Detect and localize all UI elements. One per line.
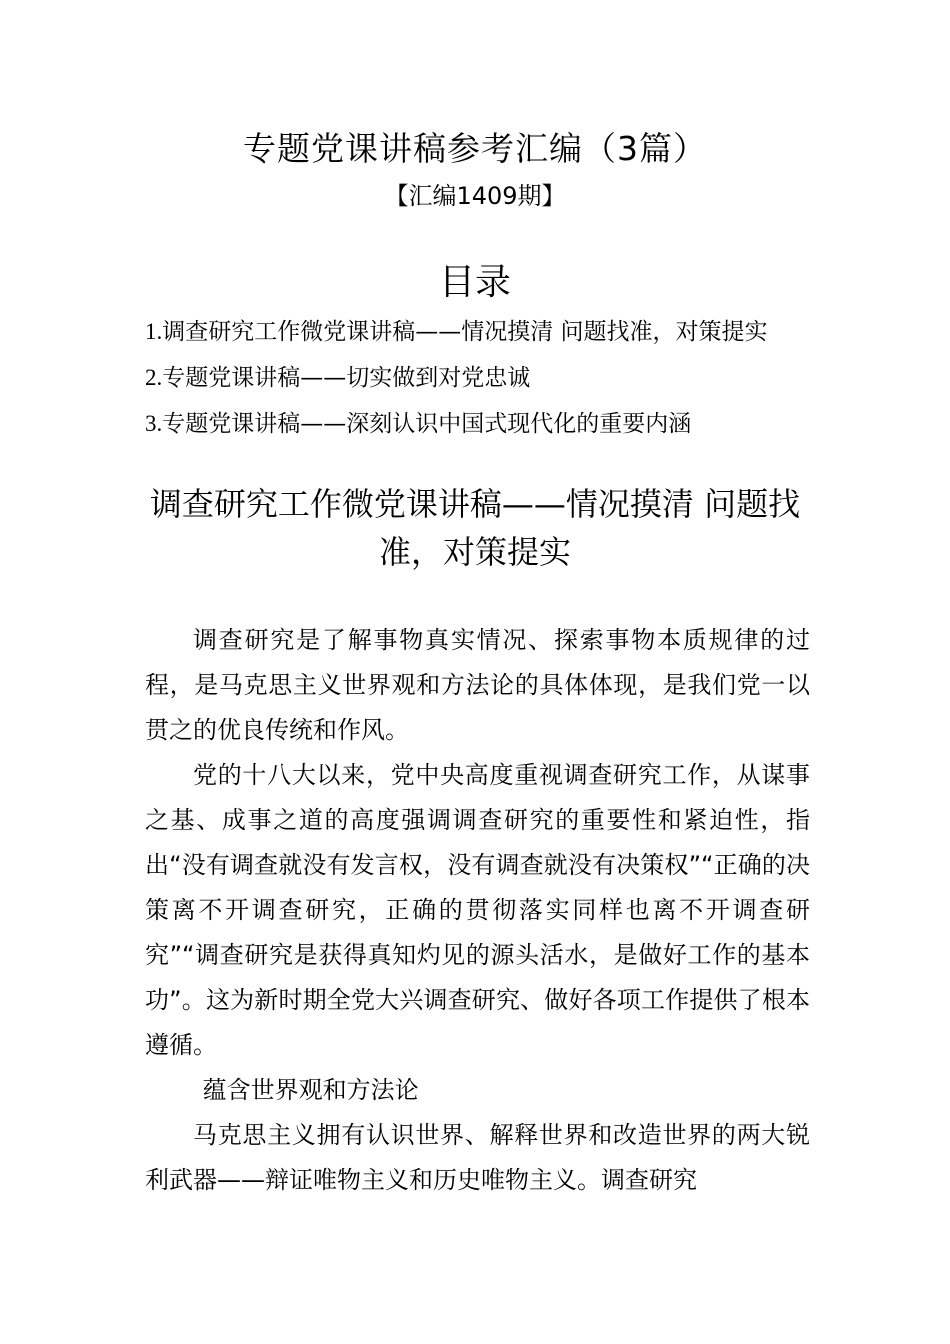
toc-item[interactable]	[145, 356, 810, 400]
toc-item[interactable]	[145, 402, 810, 446]
body-paragraph: 马克思主义拥有认识世界、解释世界和改造世界的两大锐利武器——辩证唯物主义和历史唯物主义。调查研究	[145, 1121, 810, 1194]
toc-item-text: 专题党课讲稿——切实做到对党忠诚	[162, 365, 531, 391]
article-body	[145, 618, 810, 1203]
section-subheading: 蕴含世界观和方法论	[202, 1076, 419, 1104]
body-paragraph: 党的十八大以来，党中央高度重视调查研究工作，从谋事之基、成事之道的高度强调调查研究的重要性和紧迫性，指出“没有调查就没有发言权，没有调查就没有决策权”“正确的决策离不开调查研究，正确的贯彻落实同样也离不开调查研究”“调查研究是获得真知灼见的源头活水，是做好工作的基本功”。这为新时期全党大兴调查研究、做好各项工作提供了根本遵循。	[145, 761, 810, 1059]
toc-item-number: 3.	[145, 411, 163, 436]
toc-item-text: 专题党课讲稿——深刻认识中国式现代化的重要内涵	[162, 411, 692, 437]
toc-heading: 目录	[438, 262, 511, 303]
document-title: 专题党课讲稿参考汇编（3篇）	[243, 129, 707, 168]
toc-item-text: 调查研究工作微党课讲稿——情况摸清 问题找准，对策提实	[162, 319, 768, 345]
toc-item-number: 1.	[145, 319, 163, 344]
article-title: 调查研究工作微党课讲稿——情况摸清 问题找准，对策提实	[149, 485, 801, 571]
table-of-contents	[145, 310, 810, 448]
toc-item[interactable]	[145, 310, 810, 354]
document-issue-number: 【汇编1409期】	[384, 182, 566, 210]
body-paragraph: 调查研究是了解事物真实情况、探索事物本质规律的过程，是马克思主义世界观和方法论的具体体现，是我们党一以贯之的优良传统和作风。	[145, 626, 810, 744]
toc-item-number: 2.	[145, 365, 163, 390]
